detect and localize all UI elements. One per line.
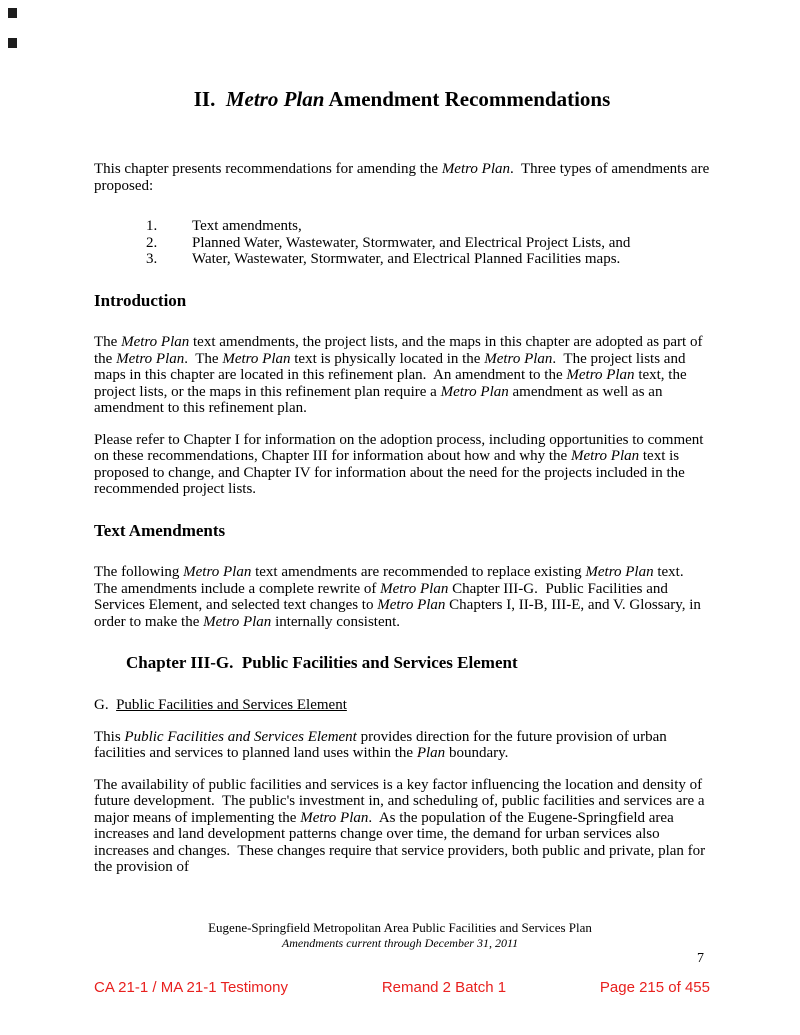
bates-stamp-page-label: Page 215 of 455: [599, 979, 710, 996]
page-title: II. Metro Plan Amendment Recommendations: [193, 87, 611, 111]
footer-amendments-note: Amendments current through December 31, 2011: [281, 936, 519, 951]
scan-artifact-mark: [8, 8, 17, 18]
section-heading-text-amendments: Text Amendments: [94, 520, 226, 540]
page-number: 7: [697, 951, 704, 966]
chapter-paragraph-1: This Public Facilities and Services Element provides direction for the future provision of urban facilities and services to planned land uses within the Plan boundary.: [94, 728, 671, 762]
footer-document-title: Eugene-Springfield Metropolitan Area Public Facilities and Services Plan: [208, 920, 592, 935]
list-item: [146, 218, 710, 235]
section-heading-introduction: Introduction: [94, 290, 187, 310]
list-item-number: 2.: [146, 234, 158, 251]
intro-paragraph: This chapter presents recommendations for amending the Metro Plan. Three types of amendments are proposed:: [94, 161, 713, 194]
bates-stamp-batch-label: Remand 2 Batch 1: [381, 979, 507, 996]
bates-stamp: [94, 980, 710, 997]
list-item-text: Water, Wastewater, Stormwater, and Electrical Planned Facilities maps.: [192, 251, 621, 268]
scan-artifact-mark: [8, 38, 17, 48]
chapter-item-g: G. Public Facilities and Services Element: [94, 697, 347, 714]
list-item-text: Planned Water, Wastewater, Stormwater, and Electrical Project Lists, and: [192, 234, 631, 251]
chapter-paragraph-2: The availability of public facilities and services is a key factor influencing the location and density of future development. The public's investment in, and scheduling of, public facilities and services are a major means of implementing the Metro Plan. As the population of the Eugene-Springfield area increases and land development patterns change over time, the demand for urban services also increases and changes. These changes require that service providers, both public and private, plan for the provision of: [94, 776, 709, 876]
bates-stamp-case-label: CA 21-1 / MA 21-1 Testimony: [94, 979, 288, 996]
text-amendments-paragraph: The following Metro Plan text amendments are recommended to replace existing Metro Plan text. The amendments include a complete rewrite of Metro Plan Chapter III-G. Public Facilities and Services Element, and selected text changes to Metro Plan Chapters I, II-B, III-E, and V. Glossary, in order to make the Metro Plan internally consistent.: [94, 564, 705, 630]
amendment-types-list: [94, 218, 710, 268]
introduction-paragraph-1: The Metro Plan text amendments, the project lists, and the maps in this chapter are adopted as part of the Metro Plan. The Metro Plan text is physically located in the Metro Plan. The project lists and maps in this chapter are located in this refinement plan. An amendment to the Metro Plan text, the project lists, or the maps in this refinement plan require a Metro Plan amendment as well as an amendment to this refinement plan.: [94, 334, 707, 417]
list-item-text: Text amendments,: [192, 218, 302, 235]
introduction-paragraph-2: Please refer to Chapter I for information on the adoption process, including opportunities to comment on these recommendations, Chapter III for information about how and why the Metro Plan text is proposed to change, and Chapter IV for information about the need for the projects included in the recommended project lists.: [94, 431, 708, 498]
chapter-heading: Chapter III-G. Public Facilities and Services Element: [126, 653, 518, 673]
list-item: [146, 251, 710, 268]
list-item-number: 3.: [146, 251, 158, 268]
list-item: [146, 235, 710, 252]
list-item-number: 1.: [146, 218, 158, 235]
page-footer: [0, 920, 800, 951]
